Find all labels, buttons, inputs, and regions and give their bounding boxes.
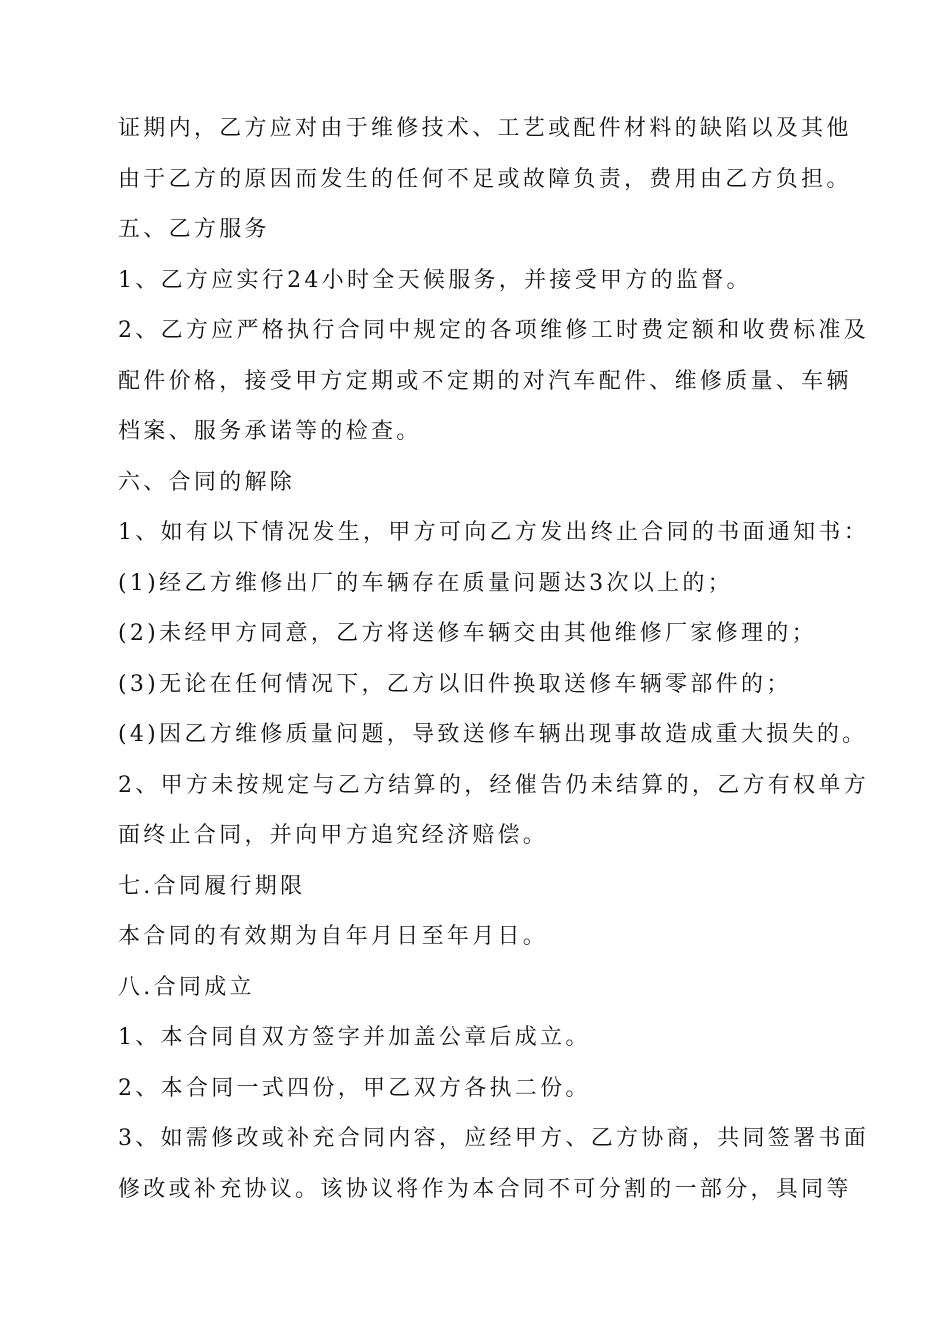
text-line: 2、甲方未按规定与乙方结算的，经催告仍未结算的，乙方有权单方 (118, 772, 869, 798)
list-item: (4)因乙方维修质量问题，导致送修车辆出现事故造成重大损失的。 (118, 722, 868, 747)
text-line: 2、乙方应严格执行合同中规定的各项维修工时费定额和收费标准及 (118, 318, 869, 343)
section-heading: 七.合同履行期限 (118, 873, 306, 899)
section-heading: 五、乙方服务 (118, 217, 270, 242)
text-line: 1、乙方应实行24小时全天候服务，并接受甲方的监督。 (118, 267, 752, 293)
list-item: (3)无论在任何情况下，乙方以旧件换取送修车辆零部件的； (118, 671, 792, 697)
list-item: (1)经乙方维修出厂的车辆存在质量问题达3次以上的； (118, 570, 733, 596)
text-line: 配件价格，接受甲方定期或不定期的对汽车配件、维修质量、车辆 (118, 368, 852, 394)
list-item: (2)未经甲方同意，乙方将送修车辆交由其他维修厂家修理的； (118, 621, 817, 646)
text-line: 证期内，乙方应对由于维修技术、工艺或配件材料的缺陷以及其他 (118, 116, 852, 141)
text-line: 1、本合同自双方签字并加盖公章后成立。 (118, 1025, 591, 1050)
text-line: 2、本合同一式四份，甲乙双方各执二份。 (118, 1075, 591, 1101)
text-line: 档案、服务承诺等的检查。 (118, 419, 422, 444)
section-heading: 六、合同的解除 (118, 469, 296, 495)
text-line: 1、如有以下情况发生，甲方可向乙方发出终止合同的书面通知书： (118, 520, 869, 545)
text-line: 修改或补充协议。该协议将作为本合同不可分割的一部分，具同等 (118, 1176, 852, 1202)
text-line: 3、如需修改或补充合同内容，应经甲方、乙方协商，共同签署书面 (118, 1126, 869, 1151)
section-heading: 八.合同成立 (118, 974, 255, 1000)
text-line: 本合同的有效期为自年月日至年月日。 (118, 924, 549, 949)
text-line: 面终止合同，并向甲方追究经济赔偿。 (118, 823, 549, 848)
text-line: 由于乙方的原因而发生的任何不足或故障负责，费用由乙方负担。 (118, 166, 852, 192)
document-body (118, 104, 869, 1215)
